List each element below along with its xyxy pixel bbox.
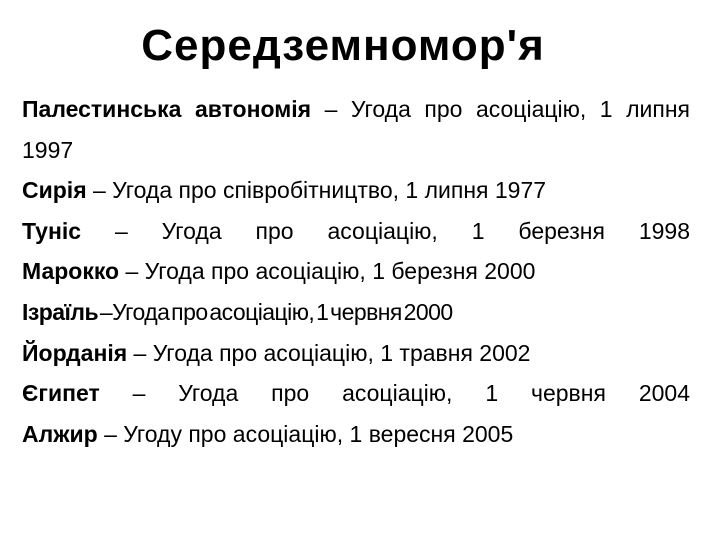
agreement-text: – Угода про асоціацію, 1 червня 2004 (99, 380, 690, 407)
country-name: Алжир (22, 420, 98, 447)
country-name: Туніс (22, 217, 82, 244)
country-name: Єгипет (22, 380, 100, 407)
agreement-item-israel (22, 292, 690, 333)
agreement-item-syria (22, 170, 690, 211)
agreement-text: – Угода про асоціацію, 1 березня 2000 (119, 258, 536, 285)
agreement-item-egypt (22, 373, 690, 414)
country-name: Сирія (22, 177, 87, 204)
agreement-text: – Угода про асоціацію, 1 липня 1997 (22, 96, 690, 163)
country-name: Марокко (22, 258, 120, 285)
country-name: Палестинська автономія (22, 96, 312, 122)
agreement-item-palestinian-authority (22, 89, 690, 170)
agreement-text: – Угода про асоціацію, 1 травня 2002 (127, 339, 531, 366)
slide-title (0, 14, 720, 78)
agreement-item-algeria (22, 414, 690, 455)
agreement-text: – Угоду про асоціацію, 1 вересня 2005 (97, 420, 514, 447)
agreement-text: – Угода про співробітництво, 1 липня 1977 (86, 177, 547, 204)
agreement-item-tunisia (22, 211, 690, 252)
agreement-list (22, 89, 690, 454)
slide-title-text: Середземномор'я (141, 21, 545, 70)
country-name: Йорданія (22, 339, 128, 366)
agreement-text: – Угода про асоціацію, 1 березня 1998 (81, 217, 690, 244)
agreement-item-jordan (22, 333, 690, 374)
agreement-text: –Угода про асоціацію, 1 червня 2000 (98, 298, 453, 325)
country-name: Ізраїль (22, 298, 99, 325)
agreement-item-morocco (22, 251, 690, 292)
